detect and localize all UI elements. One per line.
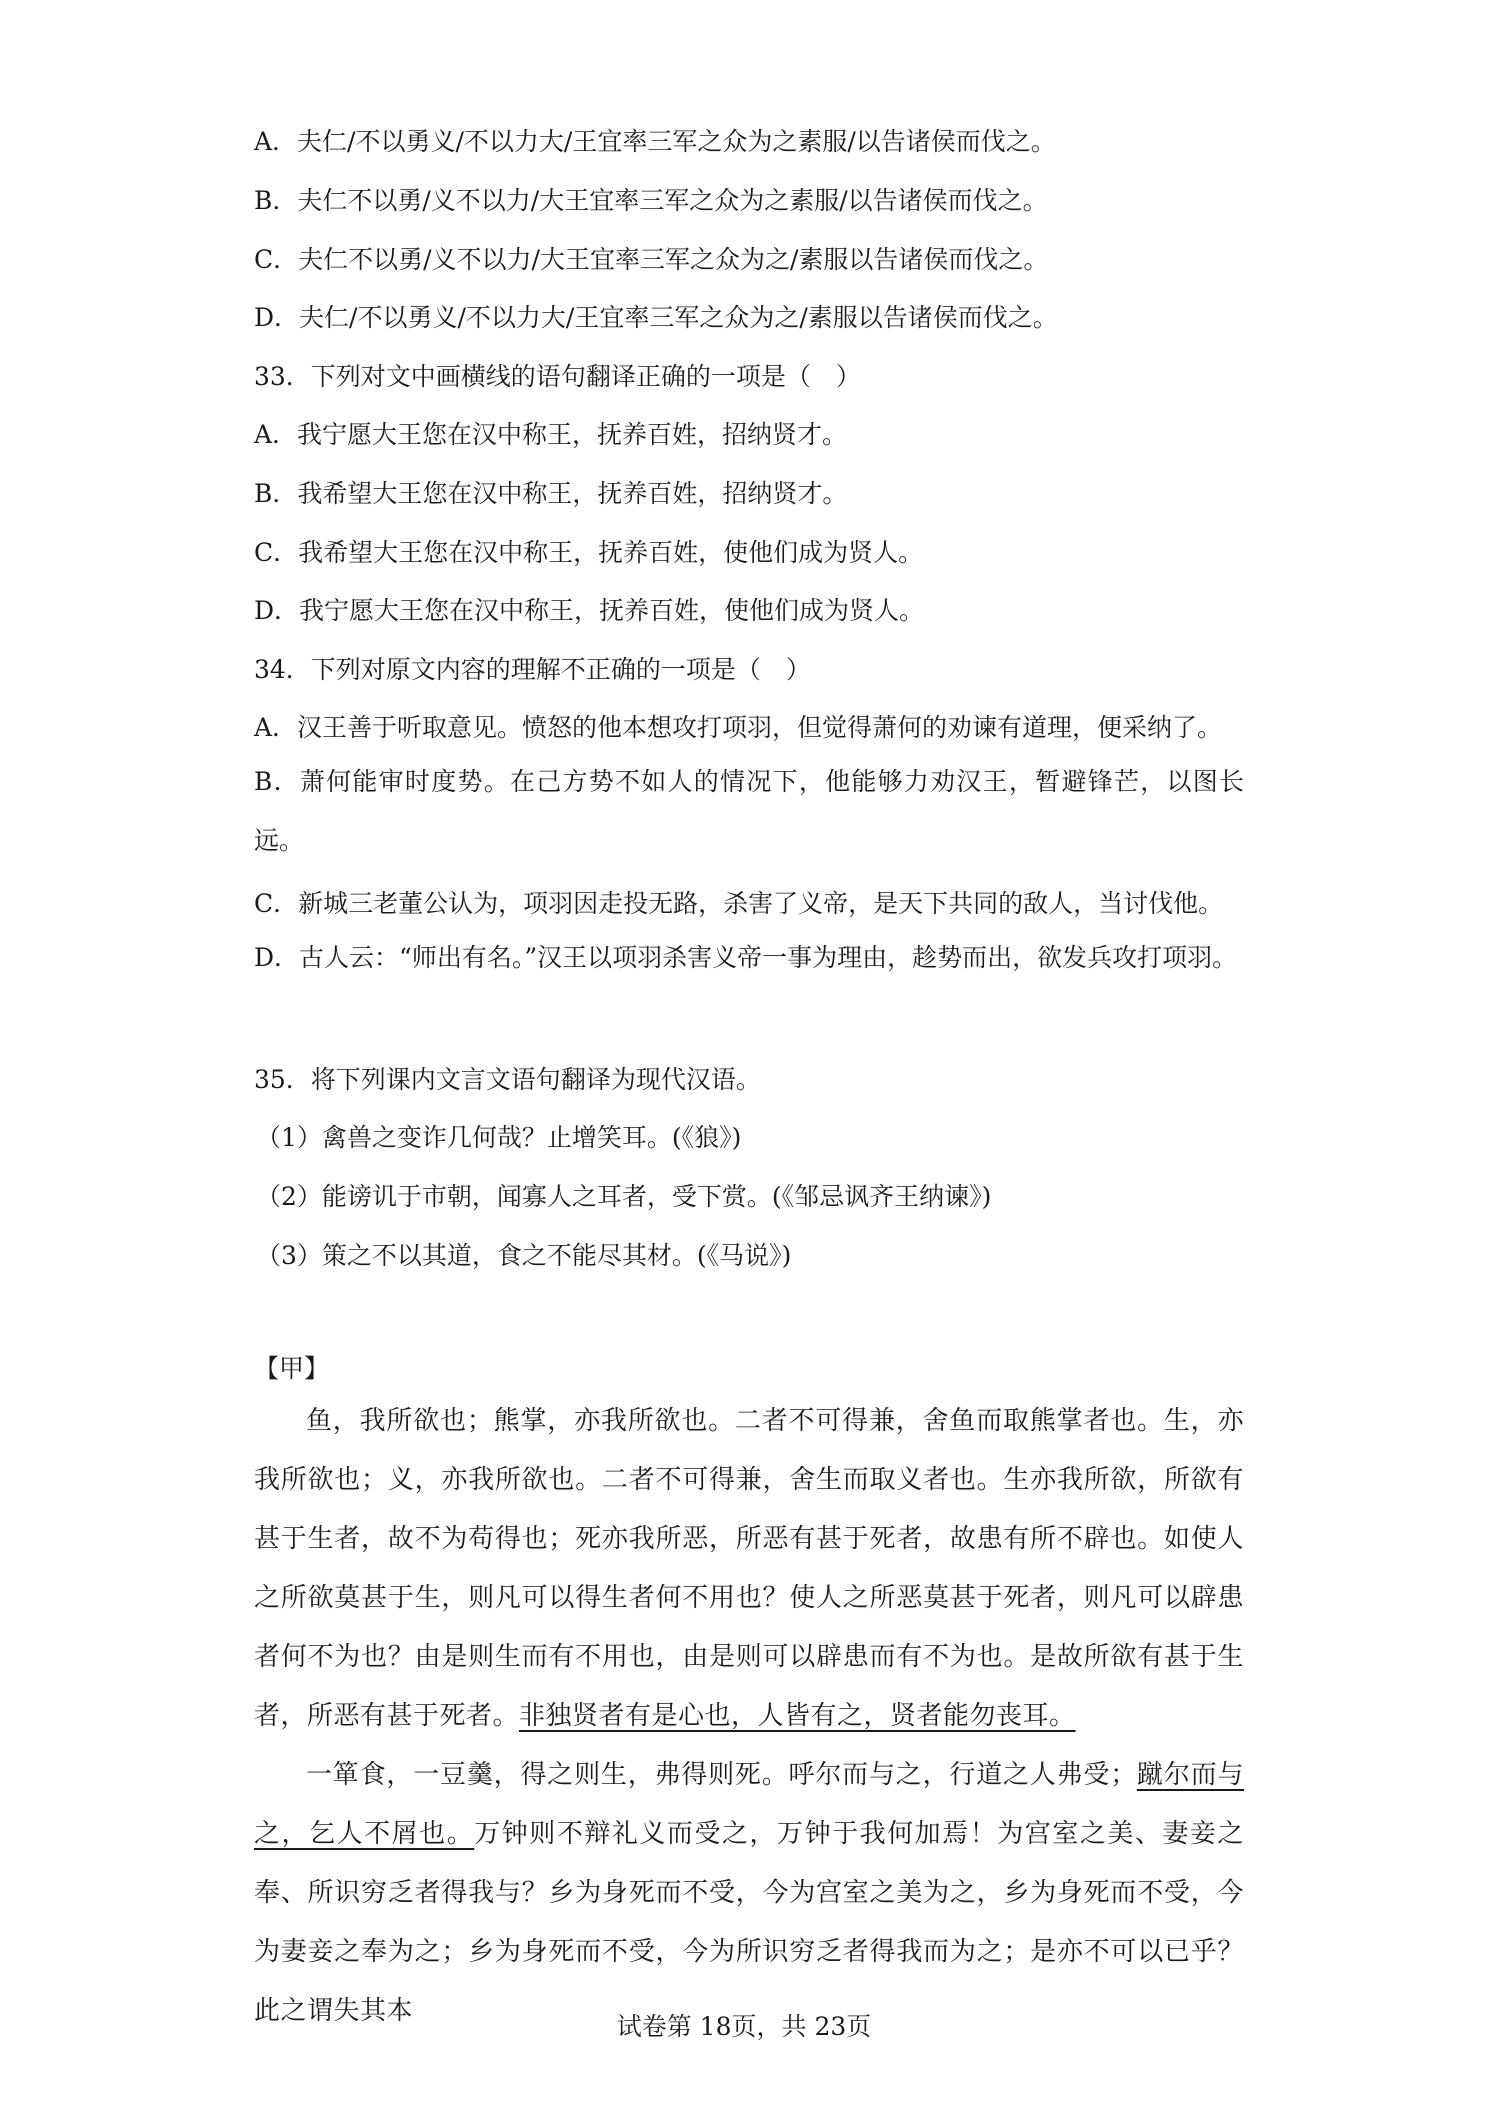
passage-p2-text-rest: 万钟则不辩礼义而受之，万钟于我何加焉！为宫室之美、妻妾之奉、所识穷乏者得我与？乡为身死而不受，今为宫室之美为之，乡为身死而不受，今为妻妾之奉为之；乡为身死而不受，今为所识穷乏者得我而为之；是亦不可以已乎？此之谓失其本 (254, 1819, 1244, 2026)
q35-stem: 35．将下列课内文言文语句翻译为现代汉语。 (254, 1065, 761, 1094)
q33-option-d: D．我宁愿大王您在汉中称王，抚养百姓，使他们成为贤人。 (254, 596, 925, 625)
q35-item-3: （3）策之不以其道，食之不能尽其材。(《马说》) (256, 1241, 792, 1270)
passage-paragraph-2 (254, 1746, 1244, 2041)
q35-item-2: （2）能谤讥于市朝，闻寡人之耳者，受下赏。(《邹忌讽齐王纳谏》) (256, 1182, 992, 1211)
q32-option-b: B．夫仁不以勇/义不以力/大王宜率三军之众为之素服/以告诸侯而伐之。 (254, 186, 1048, 215)
q33-option-b: B．我希望大王您在汉中称王，抚养百姓，招纳贤才。 (254, 479, 848, 508)
passage-paragraph-1 (254, 1392, 1244, 1746)
q32-option-d: D．夫仁/不以勇义/不以力大/王宜率三军之众为之/素服以告诸侯而伐之。 (254, 303, 1058, 332)
q34-stem: 34．下列对原文内容的理解不正确的一项是（ ） (254, 655, 811, 684)
q34-option-d: D．古人云：“师出有名。”汉王以项羽杀害义帝一事为理由，趁势而出，欲发兵攻打项羽。 (254, 943, 1238, 972)
q35-item-1: （1）禽兽之变诈几何哉？止增笑耳。(《狼》) (256, 1123, 742, 1152)
q32-option-a: A．夫仁/不以勇义/不以力大/王宜率三军之众为之素服/以告诸侯而伐之。 (254, 127, 1056, 156)
q34-option-c: C．新城三老董公认为，项羽因走投无路，杀害了义帝，是天下共同的敌人，当讨伐他。 (254, 889, 1224, 918)
q34-option-b: B．萧何能审时度势。在己方势不如人的情况下，他能够力劝汉王，暂避锋芒，以图长远。 (254, 767, 1244, 855)
q34-option-a: A．汉王善于听取意见。愤怒的他本想攻打项羽，但觉得萧何的劝谏有道理，便采纳了。 (254, 713, 1223, 742)
passage-p1-underlined: 非独贤者有是心也，人皆有之，贤者能勿丧耳。 (519, 1701, 1076, 1731)
q33-option-c: C．我希望大王您在汉中称王，抚养百姓，使他们成为贤人。 (254, 538, 924, 567)
passage-p1-text: 鱼，我所欲也；熊掌，亦我所欲也。二者不可得兼，舍鱼而取熊掌者也。生，亦我所欲也；义，亦我所欲也。二者不可得兼，舍生而取义者也。生亦我所欲，所欲有甚于生者，故不为苟得也；死亦我所恶，所恶有甚于死者，故患有所不辟也。如使人之所欲莫甚于生，则凡可以得生者何不用也？使人之所恶莫甚于死者，则凡可以辟患者何不为也？由是则生而有不用也，由是则可以辟患而有不为也。是故所欲有甚于生者，所恶有甚于死者。 (254, 1406, 1244, 1731)
passage-heading: 【甲】 (254, 1354, 330, 1383)
passage-p2-text-start: 一箪食，一豆羹，得之则生，弗得则死。呼尔而与之，行道之人弗受； (306, 1760, 1137, 1790)
q32-option-c: C．夫仁不以勇/义不以力/大王宜率三军之众为之/素服以告诸侯而伐之。 (254, 245, 1049, 274)
page-footer: 试卷第 18页，共 23页 (616, 2012, 872, 2041)
passage-p2-underlined: 蹴尔而与之，乞人不屑也。 (254, 1760, 1244, 1849)
q33-option-a: A．我宁愿大王您在汉中称王，抚养百姓，招纳贤才。 (254, 420, 848, 449)
q33-stem: 33．下列对文中画横线的语句翻译正确的一项是（ ） (254, 362, 861, 391)
